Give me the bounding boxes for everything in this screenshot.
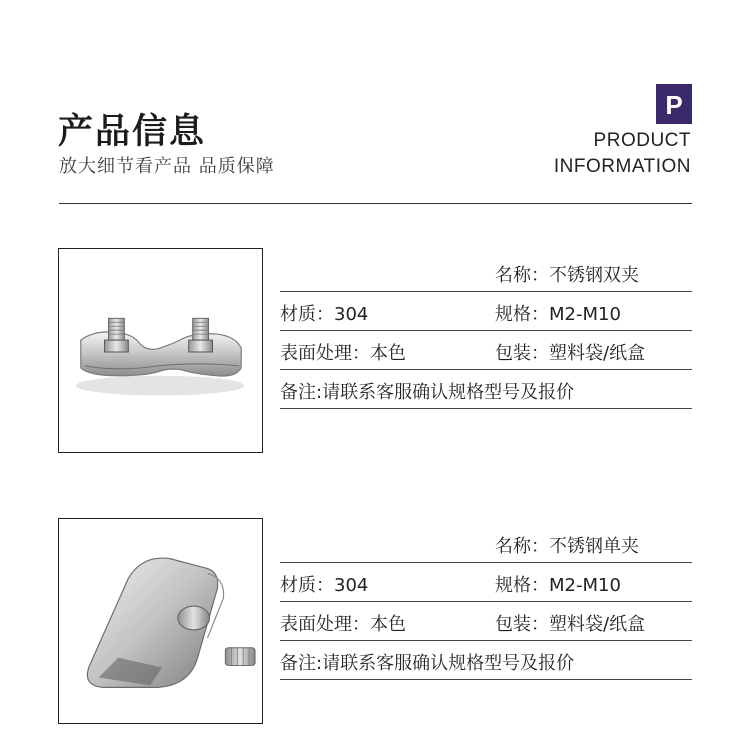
spec-row-note-2: [280, 641, 692, 680]
spec-row-note: [280, 370, 692, 409]
spec-row-name-2: [280, 524, 692, 563]
double-wire-rope-clip-icon: [59, 249, 262, 452]
product-note-2: 备注:请联系客服确认规格型号及报价: [280, 653, 575, 674]
p-logo-badge: P: [656, 84, 692, 124]
spec-row-name: [280, 253, 692, 292]
spec-row-finish-packaging: [280, 331, 692, 370]
product-packaging-2: 包装：塑料袋/纸盒: [495, 614, 646, 635]
product-finish: 表面处理：本色: [280, 343, 406, 364]
product-note: 备注:请联系客服确认规格型号及报价: [280, 382, 575, 403]
spec-row-finish-packaging-2: [280, 602, 692, 641]
english-title-line2: INFORMATION: [553, 156, 691, 177]
header-divider: [59, 203, 692, 204]
product-spec: 规格：M2-M10: [495, 304, 621, 325]
product-image-single-clip: [58, 518, 263, 724]
product-material-2: 材质：304: [280, 575, 369, 596]
english-title-line1: PRODUCT: [593, 130, 691, 151]
product-material: 材质：304: [280, 304, 369, 325]
page-title: 产品信息: [58, 112, 207, 152]
spec-row-material-spec: [280, 292, 692, 331]
product-finish-2: 表面处理：本色: [280, 614, 406, 635]
product-image-double-clip: [58, 248, 263, 453]
product-spec-2: 规格：M2-M10: [495, 575, 621, 596]
product-name: 名称：不锈钢双夹: [495, 265, 639, 286]
page-subtitle: 放大细节看产品 品质保障: [59, 156, 275, 177]
spec-row-material-spec-2: [280, 563, 692, 602]
product-packaging: 包装：塑料袋/纸盒: [495, 343, 646, 364]
product-name-2: 名称：不锈钢单夹: [495, 536, 639, 557]
single-wire-rope-clip-icon: [59, 519, 262, 723]
